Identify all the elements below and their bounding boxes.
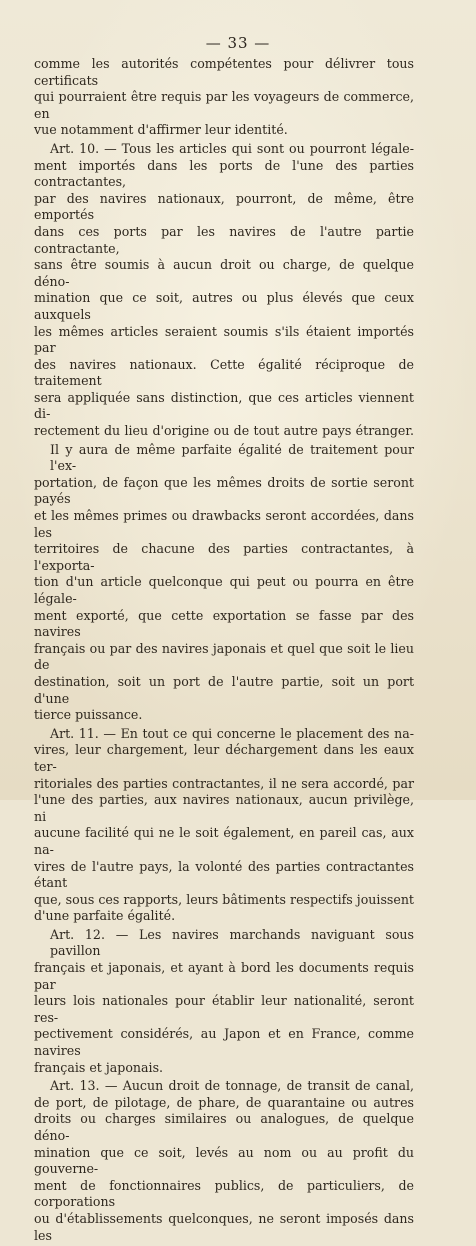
text-line: portation, de façon que les mêmes droits de sortie seront payés — [34, 474, 414, 507]
text-line: ou d'établissements quelconques, ne seront imposés dans les — [34, 1210, 414, 1243]
text-line: que, sous ces rapports, leurs bâtiments respectifs jouissent — [34, 891, 414, 907]
paragraph-article-12 — [34, 927, 414, 1076]
text-line: français et japonais. — [34, 1059, 164, 1075]
text-line: et les mêmes primes ou drawbacks seront accordées, dans les — [34, 508, 414, 540]
text-line: mination que ce soit, autres ou plus élevés que ceux auxquels — [34, 290, 414, 322]
text-line: pectivement considérés, au Japon et en France, comme navires — [34, 1026, 414, 1059]
text-line: territoires de chacune des parties contractantes, à l'exporta- — [34, 541, 414, 573]
paragraph-article-10 — [34, 141, 414, 440]
text-line: sera appliquée sans distinction, que ces articles viennent di- — [34, 389, 414, 422]
text-line: aucune facilité qui ne le soit également, en pareil cas, aux na- — [34, 825, 414, 857]
text-line: ment exporté, que cette exportation se fasse par des navires — [34, 607, 414, 640]
text-line: ment de fonctionnaires publics, de particuliers, de corporations — [34, 1177, 414, 1210]
text-line: Art. 12. — Les navires marchands naviguant sous pavillon — [50, 926, 414, 959]
text-line: ritoriales des parties contractantes, il ne sera accordé, par — [34, 775, 414, 791]
text-line: tion d'un article quelconque qui peut ou pourra en être légale- — [34, 574, 414, 606]
paragraph-article-11 — [34, 726, 414, 925]
text-line: français et japonais, et ayant à bord les documents requis par — [34, 960, 414, 992]
text-line: français ou par des navires japonais et quel que soit le lieu de — [34, 640, 414, 673]
text-line: Art. 13. — Aucun droit de tonnage, de transit de canal, — [50, 1078, 414, 1094]
text-line: Art. 10. — Tous les articles qui sont ou pourront légale- — [50, 140, 414, 156]
text-line: les mêmes articles seraient soumis s'ils étaient importés par — [34, 323, 414, 356]
body-text — [34, 56, 414, 1246]
text-line: d'une parfaite égalité. — [34, 908, 176, 924]
text-line: Il y aura de même parfaite égalité de traitement pour l'ex- — [50, 441, 414, 474]
text-line: rectement du lieu d'origine ou de tout autre pays étranger. — [34, 423, 414, 439]
text-line: vires de l'autre pays, la volonté des parties contractantes étant — [34, 858, 414, 891]
text-line: Art. 11. — En tout ce qui concerne le placement des na- — [50, 725, 414, 741]
text-line: vue notamment d'affirmer leur identité. — [34, 122, 288, 138]
text-line: tierce puissance. — [34, 707, 143, 723]
text-line: de port, de pilotage, de phare, de quarantaine ou autres — [34, 1094, 414, 1110]
text-line: l'une des parties, aux navires nationaux, aucun privilège, ni — [34, 792, 414, 824]
text-line: mination que ce soit, levés au nom ou au profit du gouverne- — [34, 1144, 414, 1177]
text-line: destination, soit un port de l'autre partie, soit un port d'une — [34, 673, 414, 706]
text-line: qui pourraient être requis par les voyageurs de commerce, en — [34, 89, 414, 121]
paragraph-continuation — [34, 56, 414, 139]
text-line: dans ces ports par les navires de l'autre partie contractante, — [34, 223, 414, 256]
page-number: — 33 — — [205, 34, 271, 52]
text-line: comme les autorités compétentes pour délivrer tous certificats — [34, 56, 414, 88]
paragraph-article-13 — [34, 1078, 414, 1244]
text-line: droits ou charges similaires ou analogues, de quelque déno- — [34, 1111, 414, 1143]
paragraph-article-10-export — [34, 442, 414, 724]
text-line: sans être soumis à aucun droit ou charge, de quelque déno- — [34, 257, 414, 289]
text-line: ment importés dans les ports de l'une des parties contractantes, — [34, 157, 414, 190]
text-line: vires, leur chargement, leur déchargement dans les eaux ter- — [34, 742, 414, 774]
text-line: des navires nationaux. Cette égalité réciproque de traitement — [34, 356, 414, 389]
text-line: leurs lois nationales pour établir leur nationalité, seront res- — [34, 993, 414, 1025]
text-line: par des navires nationaux, pourront, de même, être emportés — [34, 190, 414, 223]
